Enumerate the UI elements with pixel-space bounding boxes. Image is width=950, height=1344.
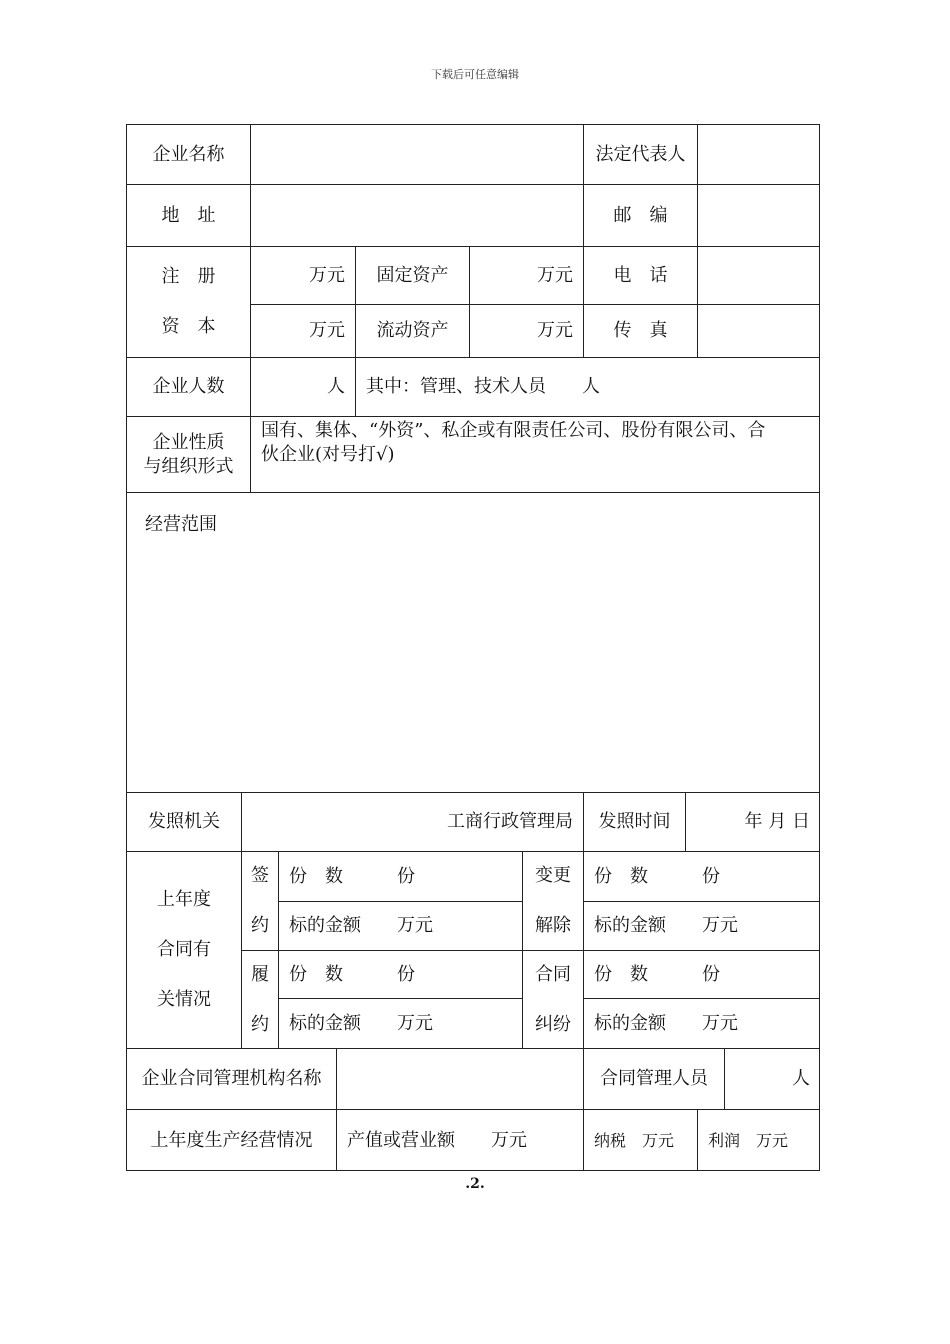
fax-field[interactable] <box>697 304 820 357</box>
signed-label-1: 签 <box>251 865 269 886</box>
dispute-label-1: 合同 <box>535 963 571 985</box>
legal-rep-field[interactable] <box>697 124 820 184</box>
changed-label <box>522 851 583 950</box>
contracts-label-line1: 上年度 <box>157 889 211 910</box>
registered-capital-label-top: 注 册 <box>161 266 216 287</box>
license-time-label: 发照时间 <box>583 792 685 851</box>
operation-label: 上年度生产经营情况 <box>126 1109 336 1171</box>
changed-label-1: 变更 <box>535 865 571 886</box>
license-authority-value[interactable]: 工商行政管理局 <box>241 792 583 851</box>
contracts-label-line3: 关情况 <box>157 989 211 1010</box>
enterprise-nature-label-line1: 企业性质 <box>152 431 225 453</box>
page-number: .2. <box>465 1176 485 1192</box>
phone-field[interactable] <box>697 246 820 304</box>
changed-count[interactable]: 份 数 份 <box>583 851 820 901</box>
phone-label: 电 话 <box>583 246 697 304</box>
license-time-value[interactable]: 年 月 日 <box>685 792 820 851</box>
signed-label-2: 约 <box>251 915 269 936</box>
enterprise-name-label: 企业名称 <box>126 124 250 184</box>
changed-amount[interactable]: 标的金额 万元 <box>583 901 820 950</box>
registered-capital-unit[interactable]: 万元 <box>250 246 355 304</box>
staff-detail[interactable]: 其中：管理、技术人员 人 <box>355 357 820 416</box>
contract-mgmt-staff-unit[interactable]: 人 <box>724 1048 820 1109</box>
enterprise-nature-options[interactable] <box>250 416 820 492</box>
dispute-label <box>522 950 583 1048</box>
performed-label-2: 约 <box>251 1013 269 1035</box>
fixed-assets-label: 固定资产 <box>355 246 469 304</box>
enterprise-nature-label <box>126 416 250 492</box>
dispute-amount[interactable]: 标的金额 万元 <box>583 998 820 1048</box>
performed-count[interactable]: 份 数 份 <box>278 950 522 998</box>
license-authority-label: 发照机关 <box>126 792 241 851</box>
fixed-assets-unit[interactable]: 万元 <box>469 246 583 304</box>
operation-tax[interactable]: 纳税 万元 <box>583 1109 697 1171</box>
business-scope-label: 经营范围 <box>145 514 217 535</box>
registered-capital-label <box>126 246 250 357</box>
contracts-label-line2: 合同有 <box>157 939 211 960</box>
enterprise-nature-options-line1: 国有、集体、“外资”、私企或有限责任公司、股份有限公司、合 <box>261 420 766 441</box>
signed-amount[interactable]: 标的金额 万元 <box>278 901 522 950</box>
legal-rep-label: 法定代表人 <box>583 124 697 184</box>
dispute-count[interactable]: 份 数 份 <box>583 950 820 998</box>
current-assets-label: 流动资产 <box>355 304 469 357</box>
contract-mgmt-staff-label: 合同管理人员 <box>583 1048 724 1109</box>
registered-capital-label-bottom: 资 本 <box>161 316 216 337</box>
address-label: 地 址 <box>126 184 250 246</box>
changed-label-2: 解除 <box>535 915 571 936</box>
current-assets-unit[interactable]: 万元 <box>469 304 583 357</box>
enterprise-nature-label-line2: 与组织形式 <box>143 455 234 477</box>
enterprise-name-field[interactable] <box>250 124 583 184</box>
registered-capital-unit-2[interactable]: 万元 <box>250 304 355 357</box>
address-field[interactable] <box>250 184 583 246</box>
operation-output[interactable]: 产值或营业额 万元 <box>336 1109 583 1171</box>
contract-mgmt-org-field[interactable] <box>336 1048 583 1109</box>
fax-label: 传 真 <box>583 304 697 357</box>
signed-label <box>241 851 278 950</box>
operation-profit[interactable]: 利润 万元 <box>697 1109 820 1171</box>
performed-label-1: 履 <box>251 963 269 985</box>
contracts-label <box>126 851 241 1048</box>
performed-label <box>241 950 278 1048</box>
zip-field[interactable] <box>697 184 820 246</box>
enterprise-info-form <box>126 124 820 1171</box>
performed-amount[interactable]: 标的金额 万元 <box>278 998 522 1048</box>
page-header: 下载后可任意编辑 <box>431 68 519 81</box>
zip-label: 邮 编 <box>583 184 697 246</box>
staff-count-label: 企业人数 <box>126 357 250 416</box>
staff-count-unit[interactable]: 人 <box>250 357 355 416</box>
contract-mgmt-org-label: 企业合同管理机构名称 <box>126 1048 336 1109</box>
signed-count[interactable]: 份 数 份 <box>278 851 522 901</box>
enterprise-nature-options-line2: 伙企业(对号打√) <box>261 444 395 465</box>
business-scope-area[interactable] <box>126 492 820 792</box>
dispute-label-2: 纠纷 <box>535 1013 571 1035</box>
